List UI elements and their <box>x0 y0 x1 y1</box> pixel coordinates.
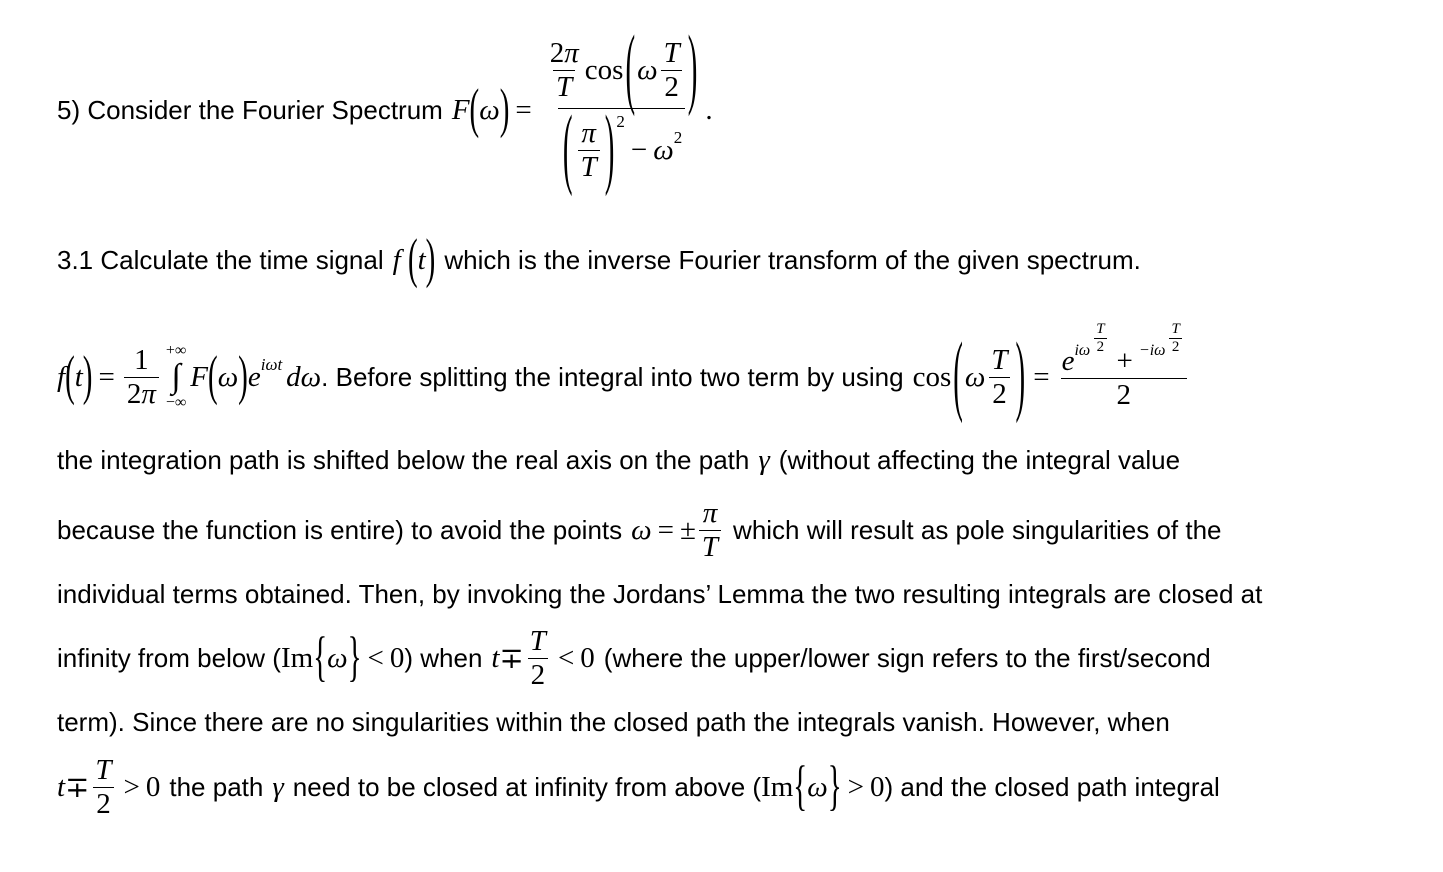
spectrum-formula: F ( ω ) = 2 π T cos ( ω $\frac{T}{2}$ ) ( $\frac{\pi}{T}$ ) 2 − ω 2 . <box>451 18 713 199</box>
integral-sign: +∞ ∫ −∞ <box>165 342 187 411</box>
solution-sentence-1: . Before splitting the integral into two term by using <box>321 361 904 392</box>
inverse-transform-formula: f ( t ) = 1 2 π +∞ ∫ −∞ F ( ω ) e iωt d ω <box>57 342 322 411</box>
time-signal-symbol: f (t) <box>392 228 436 290</box>
cosine-identity: cos ( ω $\frac{T}{2}$ ) = e iω $\frac{T}{2}$ + −iω $\frac{T}{2}$ 2 <box>913 343 1192 412</box>
solution-line-3: because the function is entire) to avoid the points ω = ± $\frac{\pi}{T}$ which will result as pole singularities of the <box>57 496 1222 563</box>
solution-line-7: t ∓ $\frac{T}{2}$ > 0 the path γ need to be closed at infinity from above ( Im { ω } > 0 ) and the closed path integral <box>57 753 1220 820</box>
problem-intro: 5) Consider the Fourier Spectrum <box>57 94 443 125</box>
inverse-transform-line <box>57 318 1192 436</box>
solution-line-6: term). Since there are no singularities within the closed path the integrals vanish. However, when <box>57 706 1170 737</box>
solution-line-5: infinity from below ( Im { ω } < 0 ) when t ∓ $\frac{T}{2}$ < 0 (where the upper/lower sign refers to the first/second <box>57 624 1211 691</box>
solution-line-2: the integration path is shifted below the real axis on the path γ (without affecting the integral value <box>57 443 1181 476</box>
task-line <box>57 228 1141 290</box>
im-omega-negative: Im { ω } < 0 <box>280 626 405 688</box>
im-omega-positive: Im { ω } > 0 <box>761 755 885 817</box>
condition-negative: t ∓ $\frac{T}{2}$ < 0 <box>491 624 595 691</box>
solution-line-4: individual terms obtained. Then, by invoking the Jordans’ Lemma the two resulting integrals are closed at <box>57 578 1263 609</box>
spectrum-fraction: 2 π T cos ( ω $\frac{T}{2}$ ) ( $\frac{\pi}{T}$ ) 2 − ω 2 <box>549 18 698 199</box>
pole-points: ω = ± $\frac{\pi}{T}$ <box>631 497 724 564</box>
spectrum-definition-line <box>57 20 713 200</box>
path-gamma: γ <box>758 443 770 476</box>
task-description: which is the inverse Fourier transform of the given spectrum. <box>444 244 1141 275</box>
task-label: 3.1 Calculate the time signal <box>57 244 384 275</box>
condition-positive: t ∓ $\frac{T}{2}$ > 0 <box>57 753 161 820</box>
